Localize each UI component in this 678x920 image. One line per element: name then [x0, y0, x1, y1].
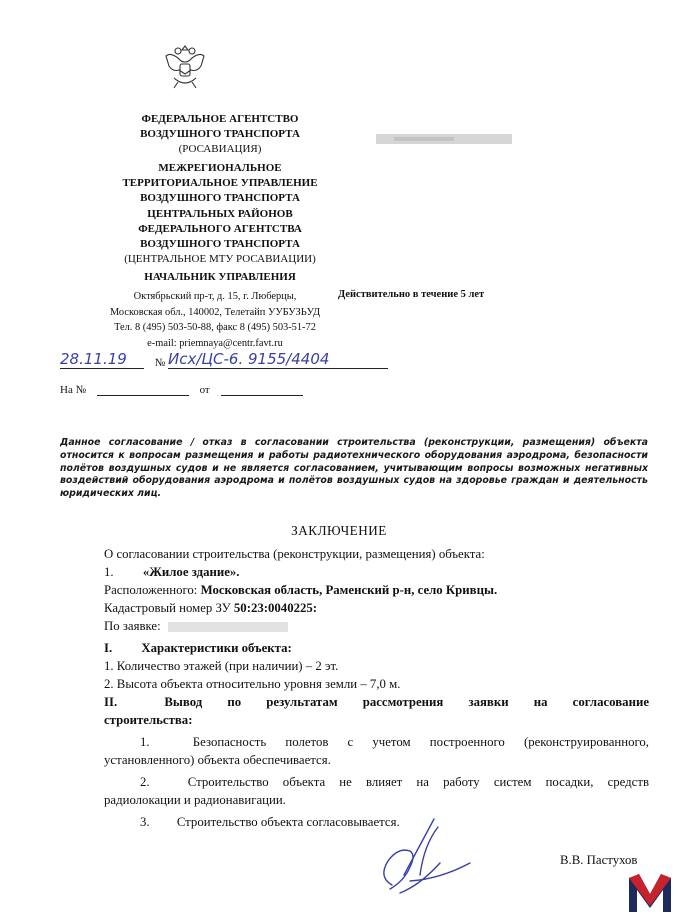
- section1-num: I.: [104, 641, 113, 655]
- agency-header: [70, 112, 370, 158]
- handwritten-signature: [370, 815, 480, 900]
- object-name: «Жилое здание».: [142, 565, 240, 579]
- conclusion-title: ЗАКЛЮЧЕНИЕ: [291, 523, 387, 538]
- subject-line: О согласовании строительства (реконструкции, размещения) объекта:: [104, 547, 485, 561]
- item-num: 3.: [140, 815, 150, 829]
- territorial-line: ВОЗДУШНОГО ТРАНСПОРТА: [140, 238, 300, 251]
- item-num: 2.: [140, 775, 150, 789]
- number-handwritten: Исх/ЦС-6. 9155/4404: [168, 350, 388, 369]
- coat-of-arms-icon: [160, 40, 210, 92]
- section1-item: 2. Высота объекта относительно уровня земли – 7,0 м.: [104, 677, 401, 691]
- number-sign: №: [154, 357, 166, 369]
- address-line: Московская обл., 140002, Телетайп УУБУЗЬУД: [109, 306, 321, 318]
- territorial-line: (ЦЕНТРАЛЬНОЕ МТУ РОСАВИАЦИИ): [124, 253, 316, 266]
- section1-title: Характеристики объекта:: [141, 641, 292, 655]
- request-label: По заявке:: [104, 619, 161, 633]
- from-blank: [221, 383, 303, 396]
- registration-row: [60, 350, 388, 369]
- redacted-applicant: [168, 622, 288, 632]
- section2-item: [104, 773, 649, 791]
- object-line: [104, 563, 649, 581]
- territorial-line: ВОЗДУШНОГО ТРАНСПОРТА: [140, 192, 300, 205]
- section2-item: [104, 733, 649, 751]
- territorial-line: МЕЖРЕГИОНАЛЬНОЕ: [158, 162, 282, 174]
- item-text: Строительство объекта не влияет на работу систем посадки, средств: [187, 775, 650, 789]
- section1-heading: [104, 639, 649, 657]
- section2-item-cont: установленного) объекта обеспечивается.: [104, 753, 331, 767]
- cadastral-label: Кадастровый номер ЗУ: [104, 601, 231, 615]
- watermark-logo: [627, 872, 673, 914]
- item-num: 1.: [140, 735, 150, 749]
- section2-item-cont: радиолокации и радионавигации.: [104, 793, 286, 807]
- disclaimer-notice: Данное согласование / отказ в согласовании строительства (реконструкции, размещения) объекта относится к вопросам размещения и работы радиотехнического оборудования аэродрома, безопасности полётов воздушных судов и не является согласованием, учитывающим вопросы возможных негативных воздействий оборудования аэродрома и полётов воздушных судов на здоровье граждан и деятельность юридических лиц.: [60, 437, 648, 500]
- validity-note: Действительно в течение 5 лет: [338, 289, 485, 300]
- in-reply-label: На №: [60, 384, 87, 396]
- head-title: НАЧАЛЬНИК УПРАВЛЕНИЯ: [144, 271, 296, 283]
- item-text: Безопасность полетов с учетом построенного (реконструированного,: [192, 735, 650, 749]
- from-label: от: [199, 384, 210, 396]
- cadastral-value: 50:23:0040225:: [233, 601, 318, 615]
- address-line: Тел. 8 (495) 503-50-88, факс 8 (495) 503-51-72: [114, 322, 316, 333]
- item-text: Строительство объекта согласовывается.: [176, 815, 400, 829]
- agency-line: ФЕДЕРАЛЬНОЕ АГЕНТСТВО: [141, 113, 299, 125]
- territorial-line: ФЕДЕРАЛЬНОГО АГЕНТСТВА: [138, 222, 302, 235]
- in-reply-row: [60, 383, 303, 396]
- section2-heading-cont: строительства:: [104, 713, 193, 727]
- address-block: [60, 289, 370, 351]
- territorial-line: ЦЕНТРАЛЬНЫХ РАЙОНОВ: [147, 207, 293, 220]
- request-line: [104, 617, 649, 635]
- territorial-line: ТЕРРИТОРИАЛЬНОЕ УПРАВЛЕНИЕ: [122, 177, 318, 190]
- object-num: 1.: [104, 565, 114, 579]
- redacted-addressee: [374, 128, 514, 150]
- address-line: Октябрьский пр-т, д. 15, г. Люберцы,: [133, 291, 297, 302]
- agency-line: (РОСАВИАЦИЯ): [178, 143, 262, 156]
- signatory-name: В.В. Пастухов: [560, 853, 638, 867]
- date-handwritten: 28.11.19: [60, 350, 144, 369]
- address-line: e-mail: priemnaya@centr.favt.ru: [147, 337, 283, 349]
- location-value: Московская область, Раменский р-н, село Кривцы.: [200, 583, 498, 597]
- agency-line: ВОЗДУШНОГО ТРАНСПОРТА: [140, 128, 300, 141]
- location-line: [104, 581, 649, 599]
- cadastral-line: [104, 599, 649, 617]
- section2-title: Вывод по результатам рассмотрения заявки на согласование: [164, 695, 649, 709]
- section2-heading: [104, 693, 649, 711]
- territorial-header: [70, 161, 370, 267]
- section1-item: 1. Количество этажей (при наличии) – 2 эт.: [104, 659, 339, 673]
- section2-num: II.: [104, 695, 118, 709]
- conclusion-body: [104, 545, 649, 831]
- in-reply-blank: [97, 383, 189, 396]
- location-label: Расположенного:: [104, 583, 198, 597]
